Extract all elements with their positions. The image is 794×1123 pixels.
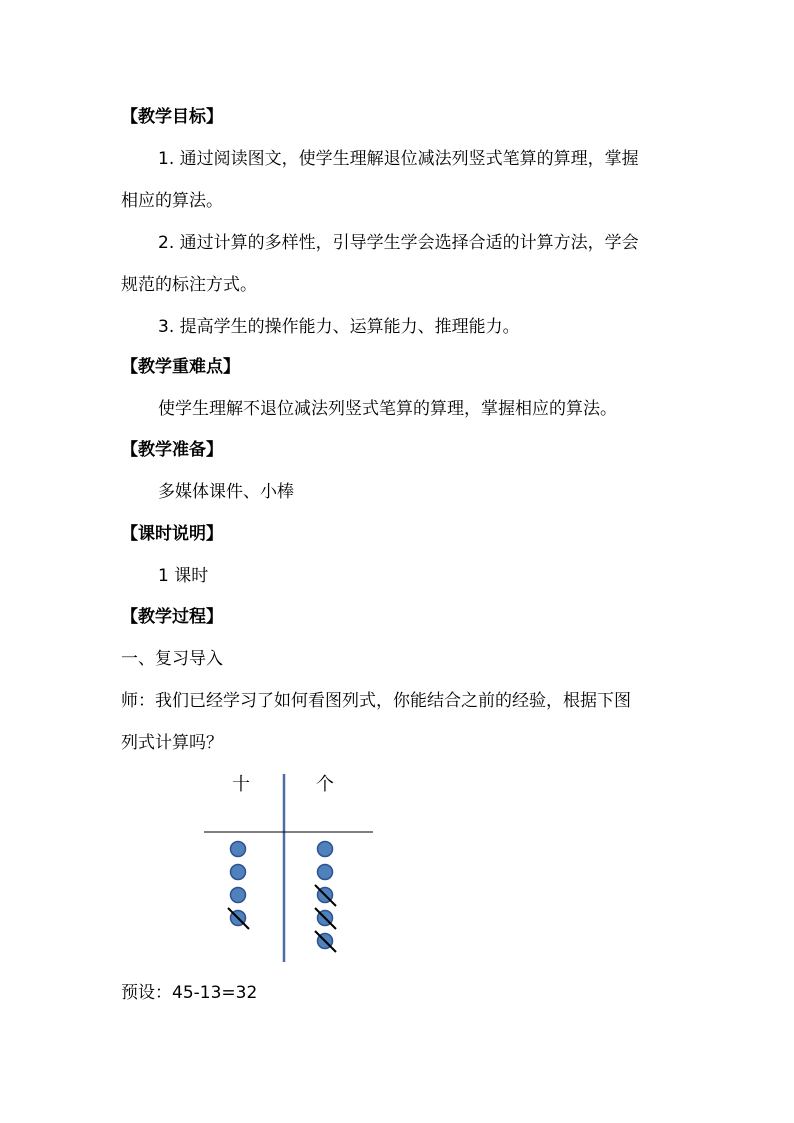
place-value-svg [200,768,380,968]
ones-label: 个 [316,774,334,795]
period-text: 1 课时 [158,566,209,586]
goal-1-line-2: 相应的算法。 [121,191,223,211]
key-points-heading: 【教学重难点】 [121,357,240,377]
tens-label: 十 [232,774,250,795]
ones-bead [318,842,333,857]
ones-bead [318,865,333,880]
tens-bead [231,842,246,857]
teacher-line-1: 师：我们已经学习了如何看图列式，你能结合之前的经验，根据下图 [121,691,631,711]
ones-column [315,842,336,953]
review-title: 一、复习导入 [121,649,223,669]
tens-bead [231,865,246,880]
period-heading: 【课时说明】 [121,524,223,544]
goals-heading: 【教学目标】 [121,107,223,127]
process-heading: 【教学过程】 [121,607,223,627]
preset-answer: 预设：45-13=32 [121,983,258,1003]
key-points-text: 使学生理解不退位减法列竖式笔算的算理，掌握相应的算法。 [158,399,617,419]
goal-3: 3. 提高学生的操作能力、运算能力、推理能力。 [158,317,520,337]
preparation-text: 多媒体课件、小棒 [158,482,294,502]
goal-2-line-2: 规范的标注方式。 [121,275,257,295]
goal-2-line-1: 2. 通过计算的多样性，引导学生学会选择合适的计算方法，学会 [158,233,639,253]
teacher-line-2: 列式计算吗？ [121,733,223,753]
goal-1-line-1: 1. 通过阅读图文，使学生理解退位减法列竖式笔算的算理，掌握 [158,149,639,169]
tens-bead [231,888,246,903]
preparation-heading: 【教学准备】 [121,440,223,460]
tens-column [228,842,249,930]
place-value-diagram [200,768,380,968]
